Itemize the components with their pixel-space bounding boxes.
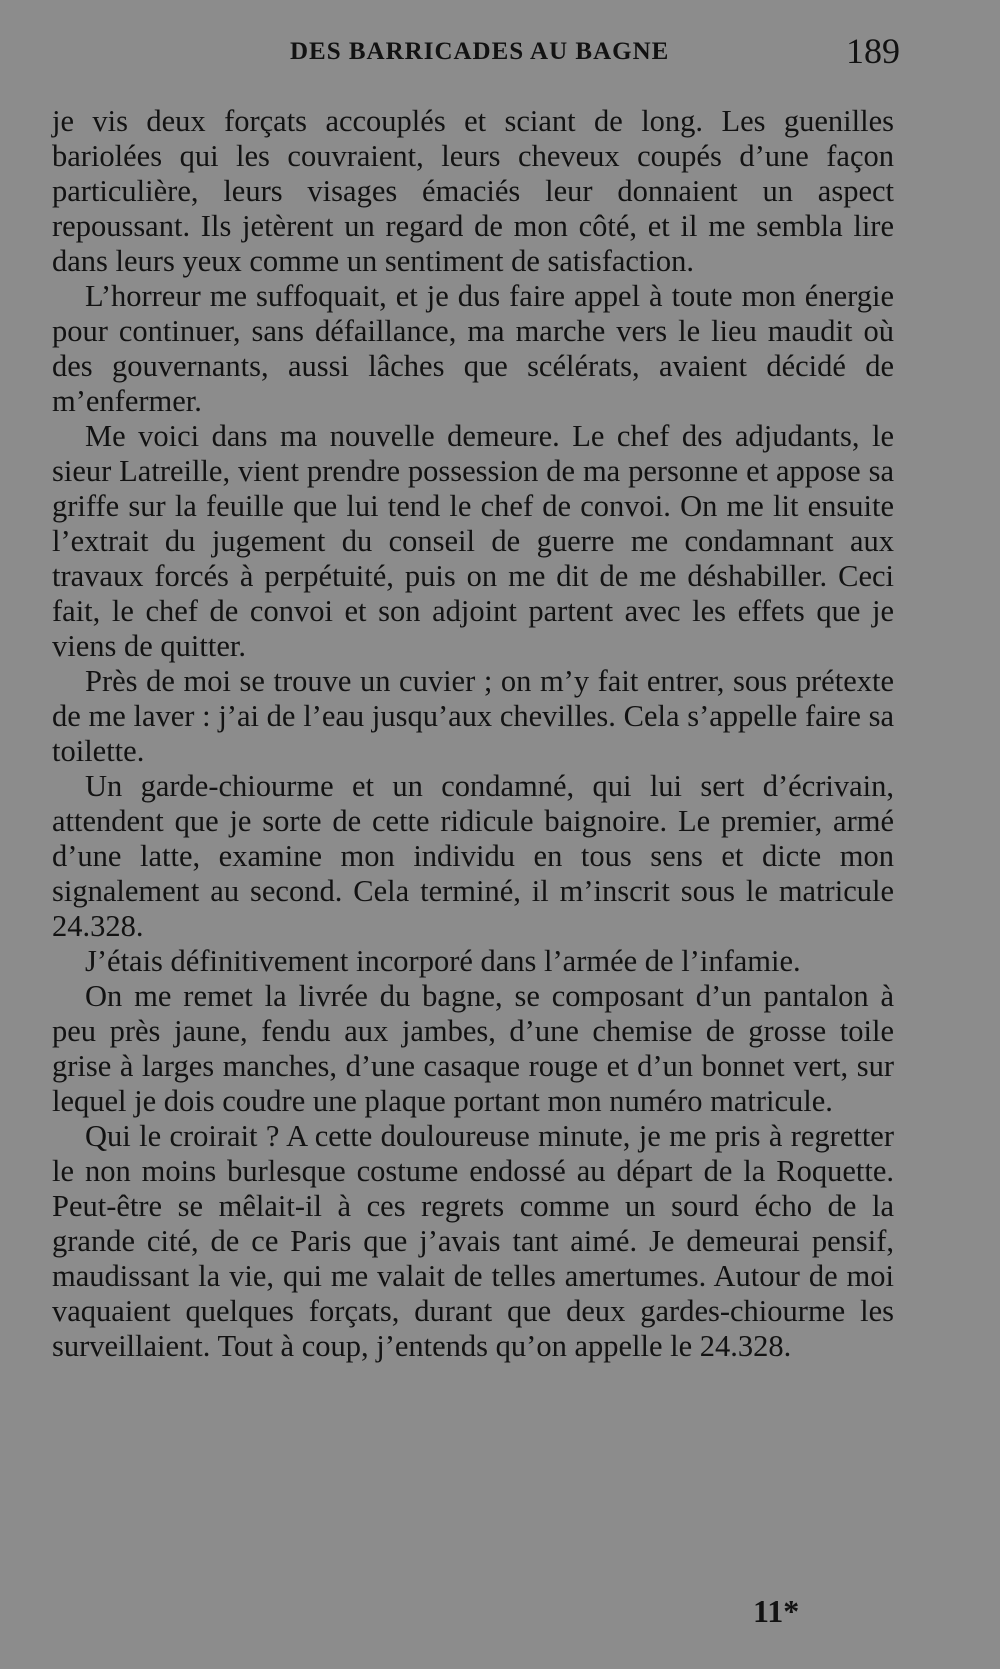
paragraph-5: Un garde-chiourme et un condamné, qui lui sert d’écrivain, attendent que je sorte de cette ridicule baignoire. Le premier, armé d’une latte, examine mon individu en tous sens et dicte mon signalement au second. Cela terminé, il m’inscrit sous le matricule 24.328.: [52, 769, 894, 943]
body-text: [52, 104, 894, 1364]
signature-mark: 11*: [753, 1593, 800, 1629]
paragraph-6: J’étais définitivement incorporé dans l’armée de l’infamie.: [85, 944, 801, 978]
paragraph-7: On me remet la livrée du bagne, se composant d’un pantalon à peu près jaune, fendu aux jambes, d’une chemise de grosse toile grise à larges manches, d’une casaque rouge et d’un bonnet vert, sur lequel je dois coudre une plaque portant mon numéro matricule.: [52, 979, 894, 1118]
paragraph-4: Près de moi se trouve un cuvier ; on m’y fait entrer, sous prétexte de me laver : j’ai de l’eau jusqu’aux chevilles. Cela s’appelle faire sa toilette.: [52, 664, 894, 768]
paragraph-2: L’horreur me suffoquait, et je dus faire appel à toute mon énergie pour continuer, sans défaillance, ma marche vers le lieu maudit où des gouvernants, aussi lâches que scélérats, avaient décidé de m’enfermer.: [52, 279, 894, 418]
page-number: 189: [846, 31, 900, 71]
paragraph-8: Qui le croirait ? A cette douloureuse minute, je me pris à regretter le non moins burlesque costume endossé au départ de la Roquette. Peut-être se mêlait-il à ces regrets comme un sourd écho de la grande cité, de ce Paris que j’avais tant aimé. Je demeurai pensif, maudissant la vie, qui me valait de telles amertumes. Autour de moi vaquaient quelques forçats, durant que deux gardes-chiourme les surveillaient. Tout à coup, j’entends qu’on appelle le 24.328.: [52, 1119, 894, 1363]
paragraph-3: Me voici dans ma nouvelle demeure. Le chef des adjudants, le sieur Latreille, vient prendre possession de ma personne et appose sa griffe sur la feuille que lui tend le chef de convoi. On me lit ensuite l’extrait du jugement du conseil de guerre me condamnant aux travaux forcés à perpétuité, puis on me dit de me déshabiller. Ceci fait, le chef de convoi et son adjoint partent avec les effets que je viens de quitter.: [52, 419, 894, 663]
paragraph-1: je vis deux forçats accouplés et sciant de long. Les guenilles bariolées qui les couvraient, leurs cheveux coupés d’une façon particulière, leurs visages émaciés leur donnaient un aspect repoussant. Ils jetèrent un regard de mon côté, et il me sembla lire dans leurs yeux comme un sentiment de satisfaction.: [52, 104, 894, 278]
running-title: DES BARRICADES AU BAGNE: [290, 38, 670, 65]
